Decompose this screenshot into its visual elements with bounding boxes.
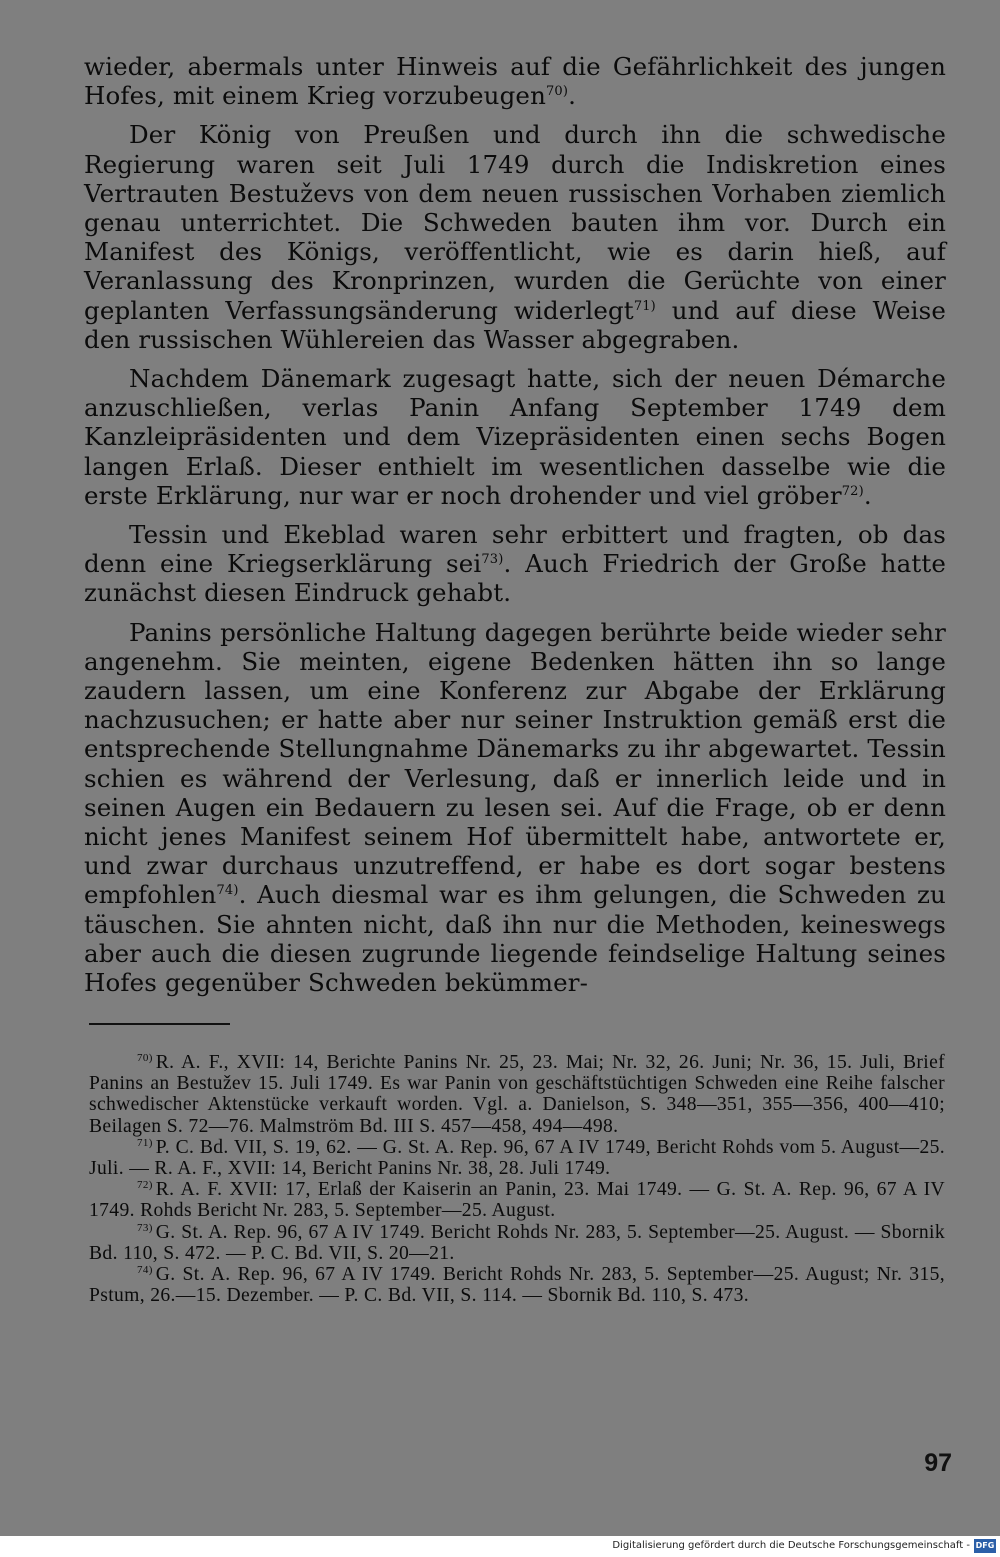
text-run: Nachdem Dänemark zugesagt hatte, sich der neuen Démarche anzuschließen, verlas Panin Anfang September 1749 dem Kanzleipräsidenten und dem Vizepräsidenten einen sechs Bogen langen Erlaß. Dieser enthielt im wesentlichen dasselbe wie die erste Erklärung, nur war er noch drohender und viel gröber xyxy=(84,364,946,510)
footnote xyxy=(89,1264,945,1306)
footnote-ref[interactable]: 71) xyxy=(633,298,656,314)
footnote-ref[interactable]: 73) xyxy=(481,552,504,568)
footnote-separator xyxy=(89,1023,230,1025)
footer-bar xyxy=(0,1536,1000,1557)
paragraph xyxy=(84,364,946,510)
footnote-text: G. St. A. Rep. 96, 67 A IV 1749. Bericht Rohds Nr. 283, 5. September—25. August. — Sbornik Bd. 110, S. 472. — P. C. Bd. VII, S. 20—21. xyxy=(89,1221,945,1264)
paragraph xyxy=(84,618,946,998)
footnote xyxy=(89,1137,945,1179)
text-run: und auf diese Weise den russischen Wühlereien das Wasser abgegraben. xyxy=(84,295,947,354)
footnote-marker: 70) xyxy=(137,1052,153,1064)
text-run: Panins persönliche Haltung dagegen berührte beide wieder sehr angenehm. Sie meinten, eigene Bedenken hätten ihn so lange zaudern lassen, um eine Konferenz zur Abgabe der Erklärung nachzusuchen; er hatte aber nur seiner Instruktion gemäß erst die entsprechende Stellungnahme Dänemarks zu ihr abgewartet. Tessin schien es während der Verlesung, daß er innerlich leide und in seinen Augen ein Bedauern zu lesen sei. Auf die Frage, ob er denn nicht jenes Manifest seinem Hof übermittelt habe, antwortete er, und zwar durchaus unzutreffend, er habe es dort sogar bestens empfohlen xyxy=(84,617,946,910)
footnote-ref[interactable]: 72) xyxy=(841,483,864,499)
page-number: 97 xyxy=(924,1449,952,1477)
text-run: . xyxy=(863,480,872,510)
footnote-marker: 72) xyxy=(137,1179,153,1192)
footnote-text: G. St. A. Rep. 96, 67 A IV 1749. Bericht Rohds Nr. 283, 5. September—25. August; Nr. 315, Pstum, 26.—15. Dezember. — P. C. Bd. VII, S. 114. — Sbornik Bd. 110, S. 473. xyxy=(89,1264,945,1307)
text-run: . xyxy=(568,81,577,111)
footnote-text: P. C. Bd. VII, S. 19, 62. — G. St. A. Rep. 96, 67 A IV 1749, Bericht Rohds vom 5. August—25. Juli. — R. A. F., XVII: 14, Bericht Panins Nr. 38, 28. Juli 1749. xyxy=(89,1136,945,1180)
footnote-marker: 73) xyxy=(137,1221,153,1234)
footnotes xyxy=(89,1052,945,1306)
text-run: . Auch Friedrich der Große hatte zunächst diesen Eindruck gehabt. xyxy=(84,549,946,608)
paragraph xyxy=(84,520,946,608)
dfg-logo-icon[interactable]: DFG xyxy=(974,1539,996,1553)
footnote xyxy=(89,1222,945,1264)
funding-credit: Digitalisierung gefördert durch die Deutsche Forschungsgemeinschaft - xyxy=(612,1540,970,1551)
text-run: Der König von Preußen und durch ihn die schwedische Regierung waren seit Juli 1749 durch die Indiskretion eines Vertrauten Bestuževs von dem neuen russischen Vorhaben ziemlich genau unterrichtet. Die Schweden bauten ihm vor. Durch ein Manifest des Königs, veröffentlicht, wie es darin hieß, auf Veranlassung des Kronprinzen, wurden die Gerüchte von einer geplanten Verfassungsänderung widerlegt xyxy=(84,120,946,325)
footnote-marker: 71) xyxy=(137,1136,153,1149)
body-text xyxy=(84,52,946,1007)
paragraph xyxy=(84,52,946,110)
paragraph xyxy=(84,120,946,354)
text-run: Tessin und Ekeblad waren sehr erbittert und fragten, ob das denn eine Kriegserklärung sei xyxy=(84,520,946,579)
text-run: wieder, abermals unter Hinweis auf die Gefährlichkeit des jungen Hofes, mit einem Krieg vorzubeugen xyxy=(84,52,946,111)
footnote-ref[interactable]: 70) xyxy=(546,84,569,100)
footnote-ref[interactable]: 74) xyxy=(216,883,239,899)
text-run: . Auch diesmal war es ihm gelungen, die Schweden zu täuschen. Sie ahnten nicht, daß ihn nur die Methoden, keineswegs aber auch die diesen zugrunde liegende feindselige Haltung seines Hofes gegenüber Schweden bekümmer- xyxy=(84,880,946,998)
footnote-text: R. A. F. XVII: 17, Erlaß der Kaiserin an Panin, 23. Mai 1749. — G. St. A. Rep. 96, 67 A IV 1749. Rohds Bericht Nr. 283, 5. September—25. August. xyxy=(89,1179,945,1222)
footnote xyxy=(89,1052,945,1137)
footnote-marker: 74) xyxy=(137,1264,153,1277)
footnote xyxy=(89,1179,945,1221)
footnote-text: R. A. F., XVII: 14, Berichte Panins Nr. 25, 23. Mai; Nr. 32, 26. Juni; Nr. 36, 15. Juli, Brief Panins an Bestužev 15. Juli 1749. Es war Panin von geschäftstüchtigen Schweden eine Reihe falscher schwedischer Aktenstücke verkauft worden. Vgl. a. Danielson, S. 348—351, 355—356, 400—410; Beilagen S. 72—76. Malmström Bd. III S. 457—458, 494—498. xyxy=(89,1052,945,1137)
